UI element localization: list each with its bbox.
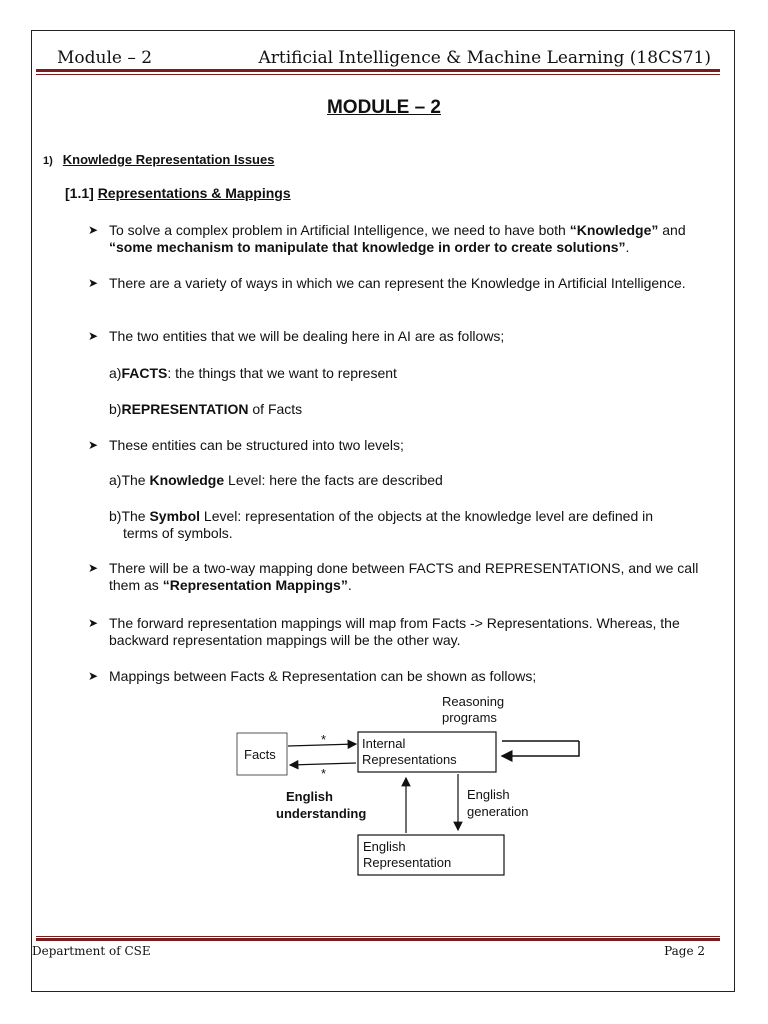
mapping-diagram	[230, 692, 590, 882]
reasoning-label-line1: Reasoning	[442, 694, 505, 709]
header-rule-thin	[36, 74, 720, 75]
footer-page-number: Page 2	[664, 944, 705, 958]
star-top: *	[321, 732, 327, 747]
arrow-bullet-icon: ➤	[88, 669, 99, 683]
english-generation-line2: generation	[467, 804, 529, 819]
section-heading	[43, 152, 274, 167]
footer-rule-thick	[36, 938, 720, 941]
section-title: Knowledge Representation Issues	[62, 152, 275, 167]
footer-department: Department of CSE	[32, 944, 151, 958]
arrow-bullet-icon: ➤	[88, 329, 99, 343]
reasoning-label-line2: programs	[442, 710, 497, 725]
header-rule-thick	[36, 69, 720, 72]
arrow-bullet-icon: ➤	[88, 223, 99, 237]
header-module: Module – 2	[57, 48, 153, 68]
reasoning-loop-arrow	[502, 741, 579, 756]
page-title: MODULE – 2	[326, 97, 442, 118]
subsection-title: Representations & Mappings	[97, 185, 291, 201]
bullet-3-item-a: a)FACTS: the things that we want to represent	[109, 365, 397, 381]
facts-label: Facts	[244, 747, 276, 762]
bullet-3-item-b: b)REPRESENTATION of Facts	[109, 401, 303, 417]
internal-label-line2: Representations	[362, 752, 457, 767]
arrow-bullet-icon: ➤	[88, 276, 99, 290]
english-rep-line2: Representation	[363, 855, 452, 870]
internal-to-facts-arrow	[290, 763, 356, 765]
arrow-bullet-icon: ➤	[88, 561, 99, 575]
footer-rule-thin	[36, 936, 720, 937]
bullet-4-item-b: b)The Symbol Level: representation of the objects at the knowledge level are defined in terms of symbols.	[109, 508, 654, 541]
english-understanding-line2: understanding	[276, 806, 367, 821]
section-number: 1)	[43, 155, 53, 167]
header-course-title: Artificial Intelligence & Machine Learning (18CS71)	[258, 48, 711, 68]
arrow-bullet-icon: ➤	[88, 438, 99, 452]
subsection-heading	[65, 185, 291, 201]
bullet-4-item-a: a)The Knowledge Level: here the facts are described	[109, 472, 443, 488]
subsection-number: [1.1]	[65, 185, 94, 201]
english-rep-line1: English	[363, 839, 406, 854]
english-generation-line1: English	[467, 787, 510, 802]
english-understanding-line1: English	[286, 789, 333, 804]
star-bottom: *	[321, 766, 327, 781]
internal-label-line1: Internal	[362, 736, 406, 751]
arrow-bullet-icon: ➤	[88, 616, 99, 630]
